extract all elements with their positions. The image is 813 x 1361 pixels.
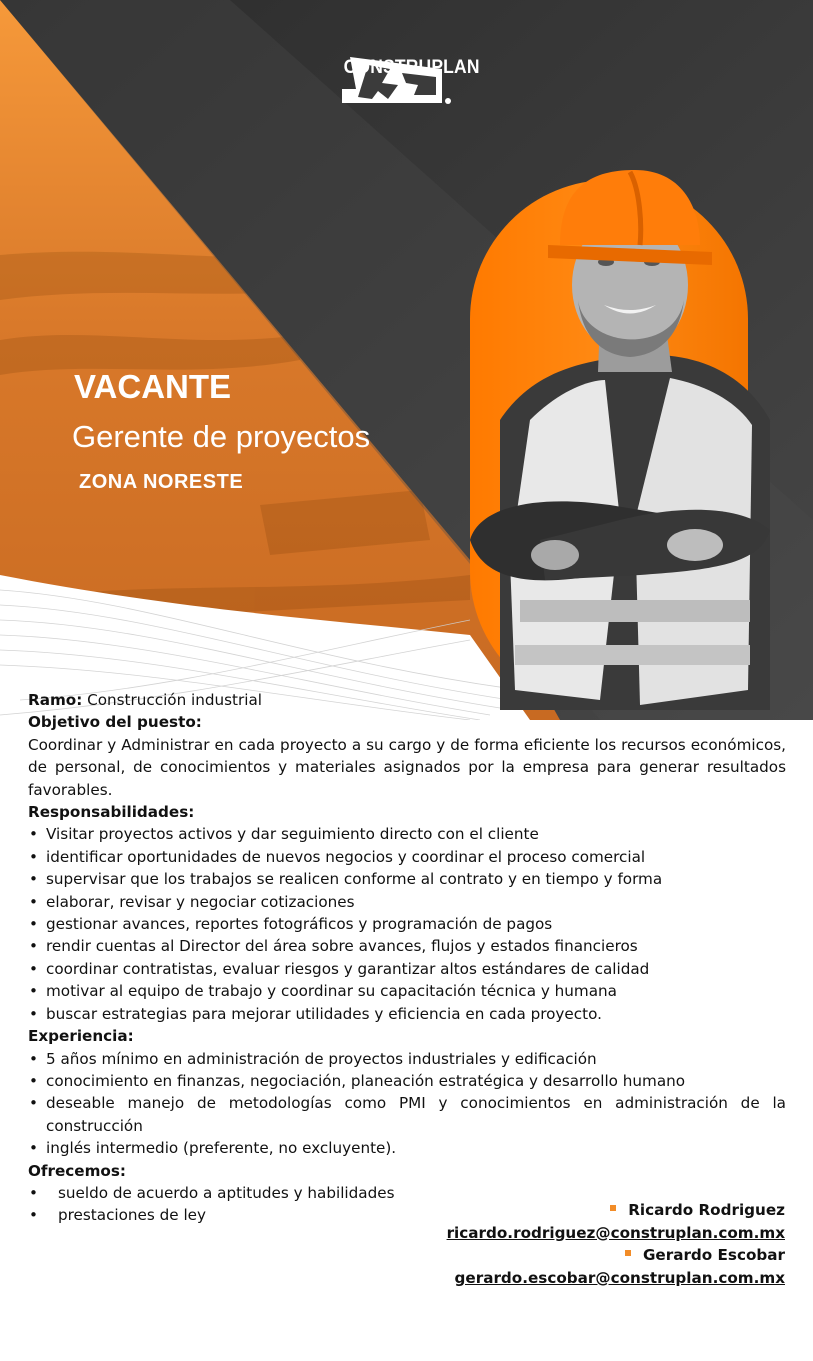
list-item: • 5 años mínimo en administración de proyectos industriales y edificación	[28, 1048, 786, 1070]
contact-email-gerardo[interactable]: gerardo.escobar@construplan.com.mx	[454, 1268, 785, 1287]
experience-list	[28, 1048, 786, 1160]
list-item: • coordinar contratistas, evaluar riesgos y garantizar altos estándares de calidad	[28, 958, 786, 980]
experience-heading: Experiencia:	[28, 1027, 134, 1046]
bullet-square-icon	[610, 1205, 616, 1211]
ramo-line	[28, 689, 786, 711]
job-details	[28, 689, 786, 1227]
objective-heading: Objetivo del puesto:	[28, 713, 202, 732]
list-item: • gestionar avances, reportes fotográficos y programación de pagos	[28, 913, 786, 935]
list-item: • buscar estrategias para mejorar utilidades y eficiencia en cada proyecto.	[28, 1003, 786, 1025]
list-item: • elaborar, revisar y negociar cotizaciones	[28, 891, 786, 913]
contact-name-gerardo: Gerardo Escobar	[447, 1244, 785, 1267]
ramo-value: Construcción industrial	[87, 691, 263, 709]
list-item: • deseable manejo de metodologías como PMI y conocimientos en administración de la construcción	[28, 1092, 786, 1137]
objective-text: Coordinar y Administrar en cada proyecto a su cargo y de forma eficiente los recursos económicos, de personal, de conocimientos y materiales asignados por la empresa para generar resultados favorables.	[28, 735, 786, 799]
ramo-label: Ramo:	[28, 691, 83, 709]
contact-email-ricardo[interactable]: ricardo.rodriguez@construplan.com.mx	[446, 1223, 785, 1242]
list-item: • motivar al equipo de trabajo y coordinar su capacitación técnica y humana	[28, 980, 786, 1002]
list-item: • sueldo de acuerdo a aptitudes y habilidades	[28, 1182, 786, 1204]
construplan-logo	[338, 55, 478, 79]
logo-text: CONSTRUPLAN	[343, 57, 480, 78]
list-item: • supervisar que los trabajos se realicen conforme al contrato y en tiempo y forma	[28, 868, 786, 890]
bullet-square-icon	[625, 1250, 631, 1256]
list-item: • prestaciones de ley	[28, 1204, 786, 1226]
vacancy-title: VACANTE	[74, 368, 232, 405]
contacts-block	[447, 1199, 785, 1289]
offer-heading: Ofrecemos:	[28, 1161, 126, 1180]
list-item: • inglés intermedio (preferente, no excluyente).	[28, 1137, 786, 1159]
responsibilities-heading: Responsabilidades:	[28, 803, 195, 822]
zone-label: ZONA NORESTE	[79, 471, 244, 493]
list-item: • rendir cuentas al Director del área sobre avances, flujos y estados financieros	[28, 935, 786, 957]
list-item: • conocimiento en finanzas, negociación, planeación estratégica y desarrollo humano	[28, 1070, 786, 1092]
list-item: • Visitar proyectos activos y dar seguimiento directo con el cliente	[28, 823, 786, 845]
list-item: • identificar oportunidades de nuevos negocios y coordinar el proceso comercial	[28, 846, 786, 868]
responsibilities-list	[28, 823, 786, 1025]
contact-name-ricardo: Ricardo Rodriguez	[447, 1199, 785, 1222]
position-title: Gerente de proyectos	[72, 419, 371, 454]
